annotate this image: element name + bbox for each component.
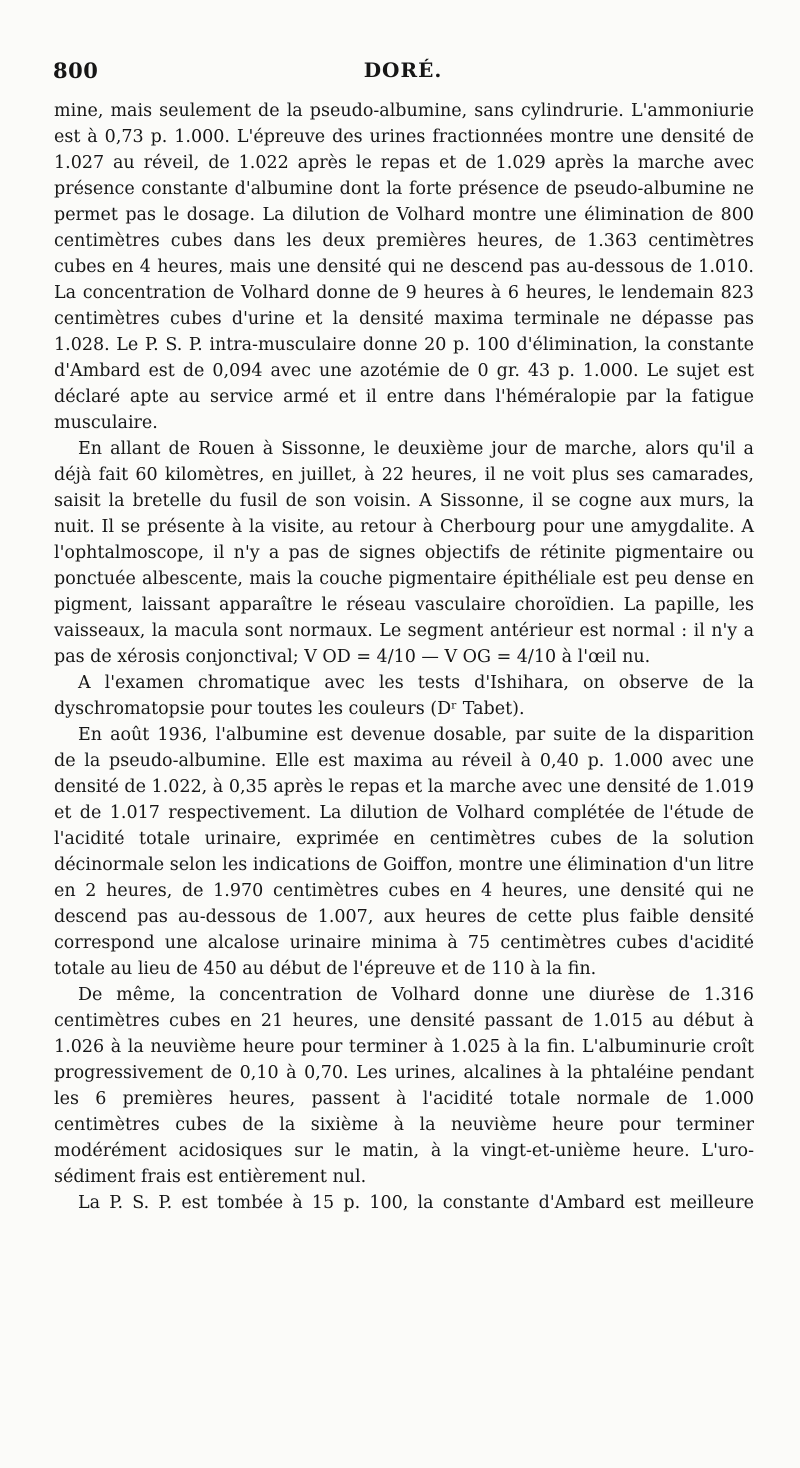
- paragraph-chromatic-exam: A l'examen chromatique avec les tests d'Ishihara, on observe de la dyschromatopsie pour toutes les couleurs (Dʳ Tabet).: [54, 673, 754, 719]
- paragraph-volhard-concentration: De même, la concentration de Volhard donne une diurèse de 1.316 centimètres cubes en 21 heures, une densité passant de 1.015 au début à 1.026 à la neuvième heure pour terminer à 1.025 à la fin. L'albuminurie croît progressivement de 0,10 à 0,70. Les urines, alcalines à la phtaléine pendant les 6 premières heures, passent à l'acidité totale normale de 1.000 centimètres cubes de la sixième à la neuvième heure pour terminer modérément acidosiques sur le matin, à la vingt-et-unième heure. L'uro-sédiment frais est entièrement nul.: [54, 985, 754, 1187]
- paragraph-continuation: mine, mais seulement de la pseudo-albumine, sans cylindrurie. L'ammoniurie est à 0,73 p. 1.000. L'épreuve des urines fractionnées montre une densité de 1.027 au réveil, de 1.022 après le repas et de 1.029 après la marche avec présence constante d'albumine dont la forte présence de pseudo-albumine ne permet pas le dosage. La dilution de Volhard montre une élimination de 800 centimètres cubes dans les deux premières heures, de 1.363 centimètres cubes en 4 heures, mais une densité qui ne descend pas au-dessous de 1.010. La concentration de Volhard donne de 9 heures à 6 heures, le lendemain 823 centimètres cubes d'urine et la densité maxima terminale ne dépasse pas 1.028. Le P. S. P. intra-musculaire donne 20 p. 100 d'élimination, la constante d'Ambard est de 0,094 avec une azotémie de 0 gr. 43 p. 1.000. Le sujet est déclaré apte au service armé et il entre dans l'héméralopie par la fatigue musculaire.: [54, 101, 754, 433]
- running-head: DORÉ.: [363, 58, 443, 82]
- paragraph-august-1936: En août 1936, l'albumine est devenue dosable, par suite de la disparition de la pseudo-albumine. Elle est maxima au réveil à 0,40 p. 1.000 avec une densité de 1.022, à 0,35 après le repas et la marche avec une densité de 1.019 et de 1.017 respectivement. La dilution de Volhard complétée de l'étude de l'acidité totale urinaire, exprimée en centimètres cubes de la solution décinormale selon les indications de Goiffon, montre une élimination d'un litre en 2 heures, de 1.970 centimètres cubes en 4 heures, une densité qui ne descend pas au-dessous de 1.007, aux heures de cette plus faible densité correspond une alcalose urinaire minima à 75 centimètres cubes d'acidité totale au lieu de 450 au début de l'épreuve et de 110 à la fin.: [54, 725, 754, 979]
- page-number: 800: [53, 58, 99, 83]
- paragraph-psp: La P. S. P. est tombée à 15 p. 100, la constante d'Ambard est meilleure: [78, 1193, 754, 1213]
- page-header: [53, 58, 753, 92]
- body-text: [54, 98, 754, 1216]
- paragraph-sissonne: En allant de Rouen à Sissonne, le deuxième jour de marche, alors qu'il a déjà fait 60 kilomètres, en juillet, à 22 heures, il ne voit plus ses camarades, saisit la bretelle du fusil de son voisin. A Sissonne, il se cogne aux murs, la nuit. Il se présente à la visite, au retour à Cherbourg pour une amygdalite. A l'ophtalmoscope, il n'y a pas de signes objectifs de rétinite pigmentaire ou ponctuée albescente, mais la couche pigmentaire épithéliale est peu dense en pigment, laissant apparaître le réseau vasculaire choroïdien. La papille, les vaisseaux, la macula sont normaux. Le segment antérieur est normal : il n'y a pas de xérosis conjonctival; V OD = 4/10 — V OG = 4/10 à l'œil nu.: [54, 439, 754, 667]
